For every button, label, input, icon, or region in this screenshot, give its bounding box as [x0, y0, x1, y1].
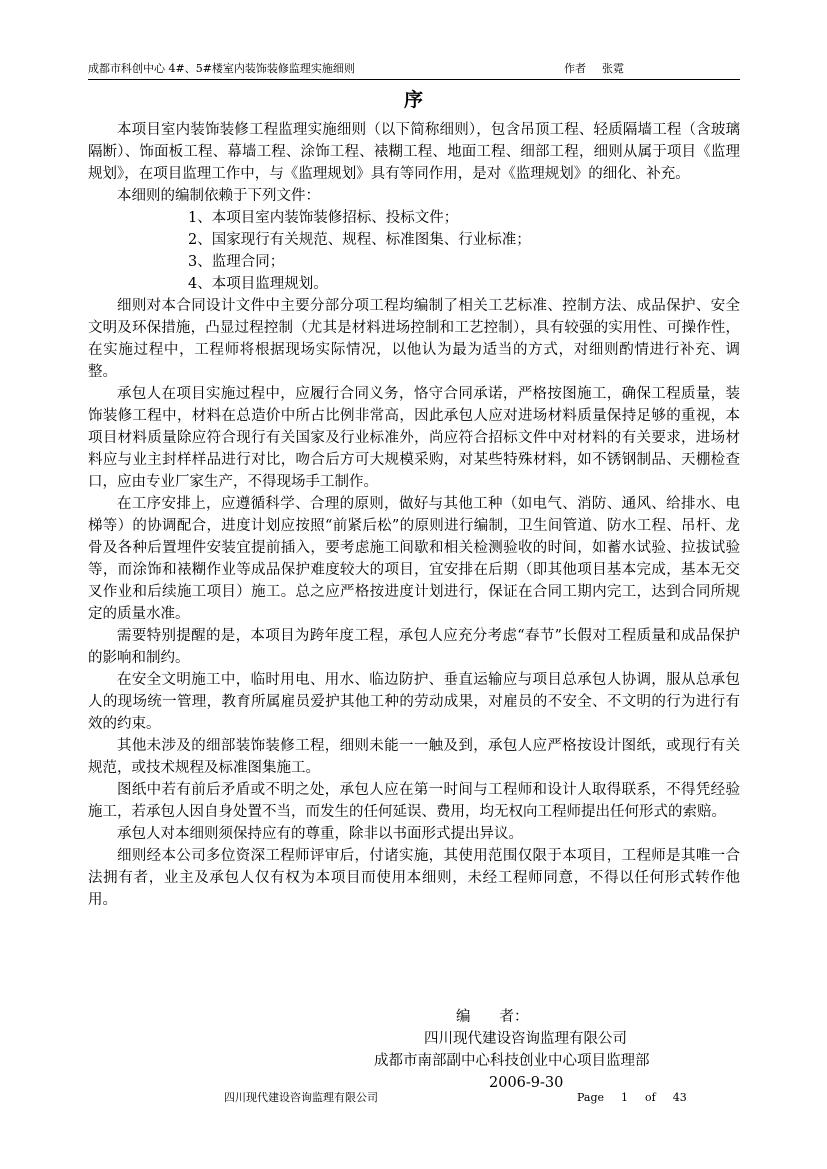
signature-editor-label: 编 者：	[456, 1009, 529, 1025]
paragraph: 承包人对本细则须保持应有的尊重，除非以书面形式提出异议。	[117, 826, 523, 842]
page-label: Page	[577, 1091, 605, 1104]
paragraph: 本细则的编制依赖于下列文件：	[117, 188, 320, 204]
paragraph: 在安全文明施工中，临时用电、用水、临边防护、垂直运输应与项目总承包人协调，服从总承包人的现场统一管理，教育所属雇员爱护其他工种的劳动成果，对雇员的不安全、不文明的行为进行有效的约束。	[88, 672, 740, 732]
paragraph: 在工序安排上，应遵循科学、合理的原则，做好与其他工种（如电气、消防、通风、给排水、电梯等）的协调配合，进度计划应按照“前紧后松”的原则进行编制，卫生间管道、防水工程、吊杆、龙骨及各种后置埋件安装宜提前插入，要考虑施工间歇和相关检测验收的时间，如蓄水试验、拉拔试验等，而涂饰和裱糊作业等成品保护难度较大的项目，宜安排在后期（即其他项目基本完成，基本无交叉作业和后续施工项目）施工。总之应严格按进度计划进行，保证在合同工期内完工，达到合同所规定的质量水准。	[88, 496, 740, 622]
page-title: 序	[403, 89, 423, 111]
header-doc-title: 成都市科创中心 4#、5#楼室内装饰装修监理实施细则	[88, 62, 355, 75]
paragraph: 其他未涉及的细部装饰装修工程，细则未能一一触及到，承包人应严格按设计图纸，或现行有关规范，或技术规程及标准图集施工。	[88, 738, 740, 776]
page-indicator	[577, 1090, 687, 1106]
signature-company: 四川现代建设咨询监理有限公司	[424, 1031, 627, 1047]
page-header	[88, 62, 740, 76]
footer-company: 四川现代建设咨询监理有限公司	[224, 1091, 378, 1104]
document-body	[88, 119, 740, 911]
paragraph: 细则经本公司多位资深工程师评审后，付诸实施，其使用范围仅限于本项目，工程师是其唯一合法拥有者，业主及承包人仅有权为本项目而使用本细则，未经工程师同意，不得以任何形式转作他用。	[88, 848, 740, 908]
signature-department: 成都市南部副中心科技创业中心项目监理部	[374, 1053, 650, 1069]
header-author	[564, 62, 624, 76]
paragraph: 本项目室内装饰装修工程监理实施细则（以下简称细则），包含吊顶工程、轻质隔墙工程（含玻璃隔断）、饰面板工程、幕墙工程、涂饰工程、裱糊工程、地面工程、细部工程，细则从属于项目《监理规划》，在项目监理工作中，与《监理规划》具有等同作用，是对《监理规划》的细化、补充。	[88, 122, 740, 182]
paragraph: 图纸中若有前后矛盾或不明之处，承包人应在第一时间与工程师和设计人取得联系，不得凭经验施工，若承包人因自身处置不当，而发生的任何延误、费用，均无权向工程师提出任何形式的索赔。	[88, 782, 740, 820]
page-total: 43	[672, 1091, 687, 1104]
paragraph: 细则对本合同设计文件中主要分部分项工程均编制了相关工艺标准、控制方法、成品保护、安全文明及环保措施，凸显过程控制（尤其是材料进场控制和工艺控制），具有较强的实用性、可操作性，在实施过程中，工程师将根据现场实际情况，以他认为最为适当的方式，对细则酌情进行补充、调整。	[88, 298, 740, 380]
page-number: 1	[621, 1091, 629, 1104]
list-item: 2、国家现行有关规范、规程、标准图集、行业标准；	[188, 232, 531, 248]
list-item: 1、本项目室内装饰装修招标、投标文件；	[188, 210, 459, 226]
list-item: 4、本项目监理规划。	[188, 276, 328, 292]
page-of-label: of	[645, 1091, 656, 1104]
header-author-label: 作者	[564, 62, 586, 75]
paragraph: 承包人在项目实施过程中，应履行合同义务，恪守合同承诺，严格按图施工，确保工程质量，装饰装修工程中，材料在总造价中所占比例非常高，因此承包人应对进场材料质量保持足够的重视，本项目材料质量除应符合现行有关国家及行业标准外，尚应符合招标文件中对材料的有关要求，进场材料应与业主封样样品进行对比，吻合后方可大规模采购，对某些特殊材料，如不锈钢制品、天棚检查口，应由专业厂家生产，不得现场手工制作。	[88, 386, 740, 490]
list-item: 3、监理合同；	[188, 254, 285, 270]
page-footer	[0, 1090, 827, 1106]
header-author-name: 张霓	[602, 62, 624, 75]
header-divider	[88, 79, 740, 80]
signature-date: 2006-9-30	[489, 1075, 564, 1091]
paragraph: 需要特别提醒的是，本项目为跨年度工程，承包人应充分考虑“春节”长假对工程质量和成品保护的影响和制约。	[88, 628, 740, 666]
